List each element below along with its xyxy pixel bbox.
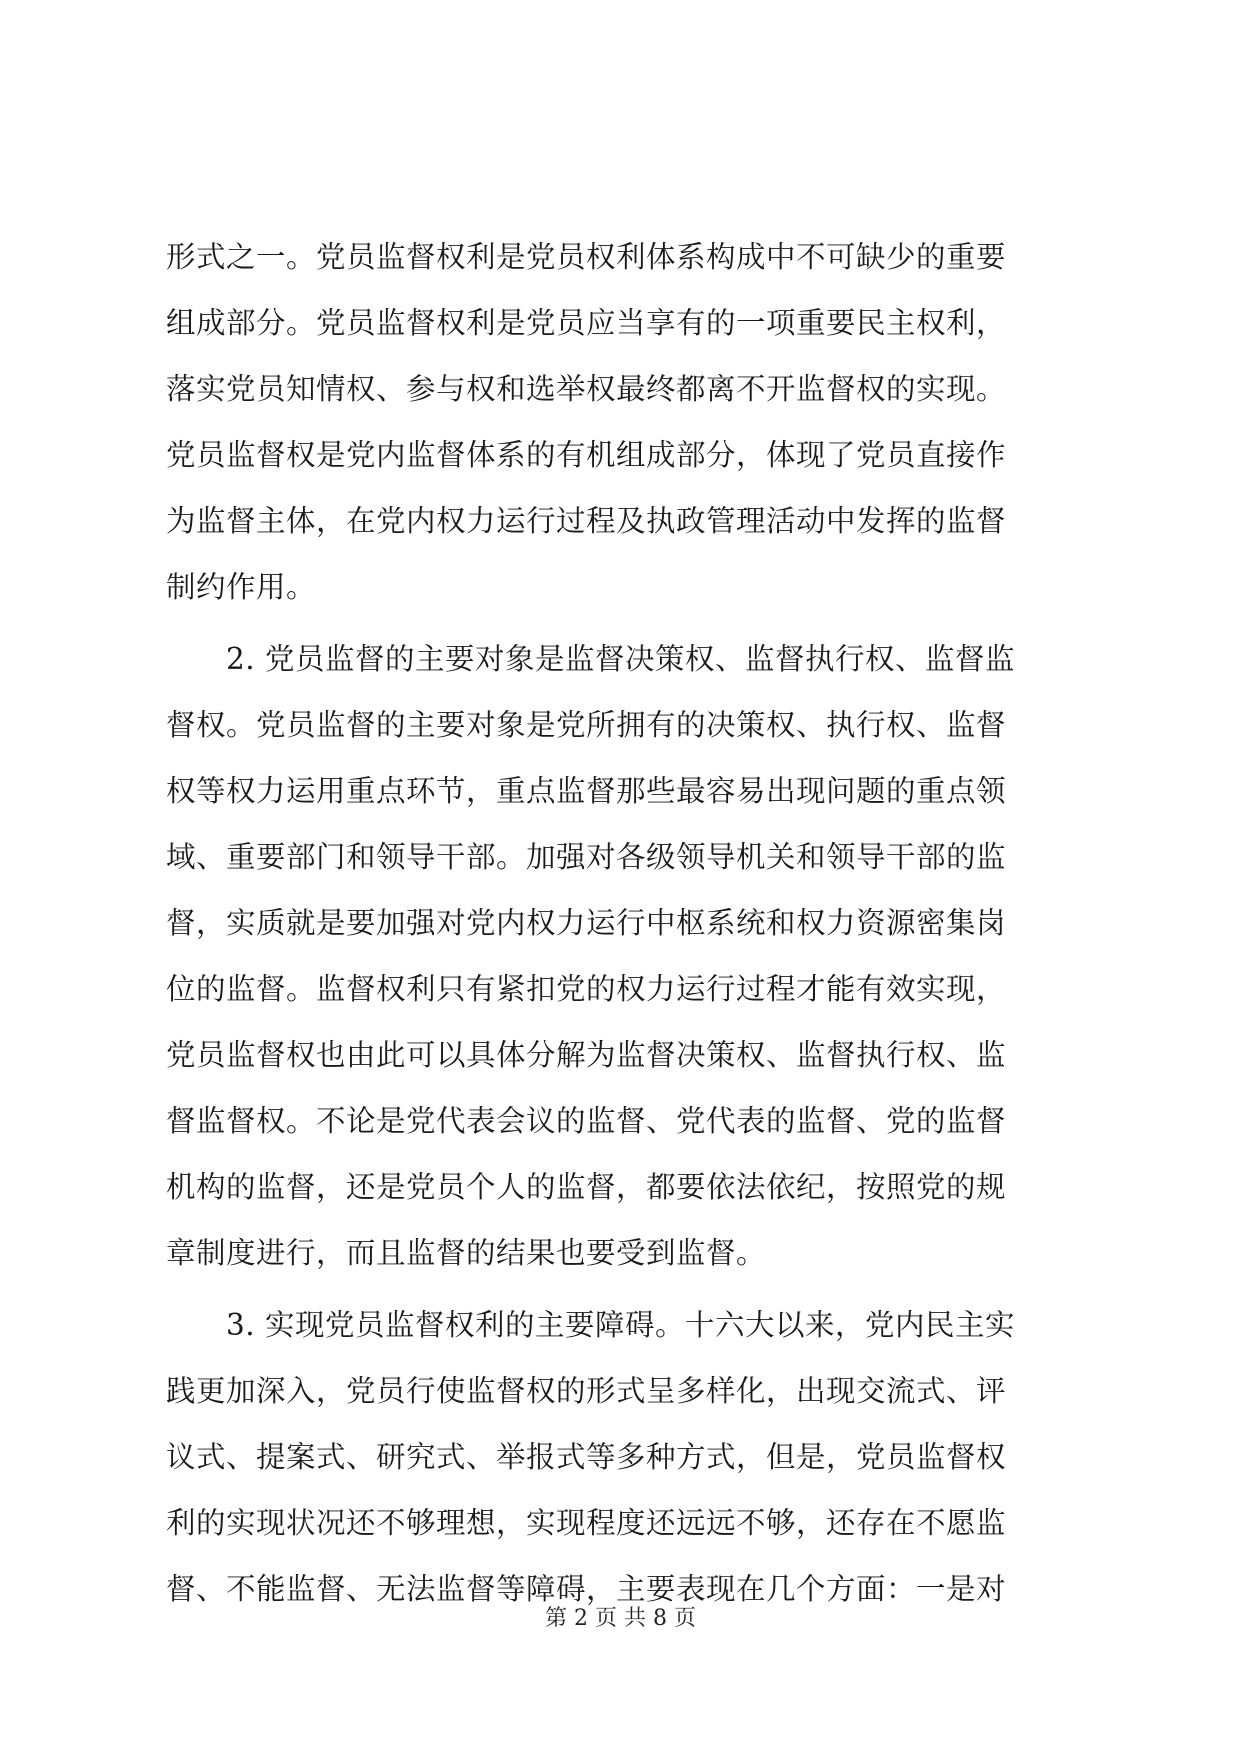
text-line: 3. 实现党员监督权利的主要障碍。十六大以来，党内民主实 <box>166 1308 1016 1342</box>
text-line: 机构的监督，还是党员个人的监督，都要依法依纪，按照党的规 <box>166 1170 1007 1204</box>
text-line: 制约作用。 <box>166 570 317 604</box>
text-line: 位的监督。监督权利只有紧扣党的权力运行过程才能有效实现， <box>166 972 1007 1006</box>
text-line: 督、不能监督、无法监督等障碍，主要表现在几个方面：一是对 <box>166 1572 1007 1606</box>
text-line: 利的实现状况还不够理想，实现程度还远远不够，还存在不愿监 <box>166 1506 1007 1540</box>
text-line: 落实党员知情权、参与权和选举权最终都离不开监督权的实现。 <box>166 372 1007 406</box>
text-line: 组成部分。党员监督权利是党员应当享有的一项重要民主权利， <box>166 306 1007 340</box>
text-line: 督，实质就是要加强对党内权力运行中枢系统和权力资源密集岗 <box>166 906 1007 940</box>
text-line: 党员监督权是党内监督体系的有机组成部分，体现了党员直接作 <box>166 438 1007 472</box>
page-number-footer: 第 2 页 共 8 页 <box>545 1606 696 1631</box>
document-body <box>166 224 1086 1622</box>
text-line: 督监督权。不论是党代表会议的监督、党代表的监督、党的监督 <box>166 1104 1007 1138</box>
text-line: 为监督主体，在党内权力运行过程及执政管理活动中发挥的监督 <box>166 504 1007 538</box>
text-line: 权等权力运用重点环节，重点监督那些最容易出现问题的重点领 <box>166 774 1007 808</box>
text-line: 形式之一。党员监督权利是党员权利体系构成中不可缺少的重要 <box>166 240 1007 274</box>
text-line: 践更加深入，党员行使监督权的形式呈多样化，出现交流式、评 <box>166 1374 1007 1408</box>
text-line: 督权。党员监督的主要对象是党所拥有的决策权、执行权、监督 <box>166 708 1007 742</box>
text-line: 2. 党员监督的主要对象是监督决策权、监督执行权、监督监 <box>166 642 1016 676</box>
text-line: 党员监督权也由此可以具体分解为监督决策权、监督执行权、监 <box>166 1038 1007 1072</box>
text-line: 议式、提案式、研究式、举报式等多种方式，但是，党员监督权 <box>166 1440 1007 1474</box>
text-line: 章制度进行，而且监督的结果也要受到监督。 <box>166 1236 767 1270</box>
text-line: 域、重要部门和领导干部。加强对各级领导机关和领导干部的监 <box>166 840 1007 874</box>
